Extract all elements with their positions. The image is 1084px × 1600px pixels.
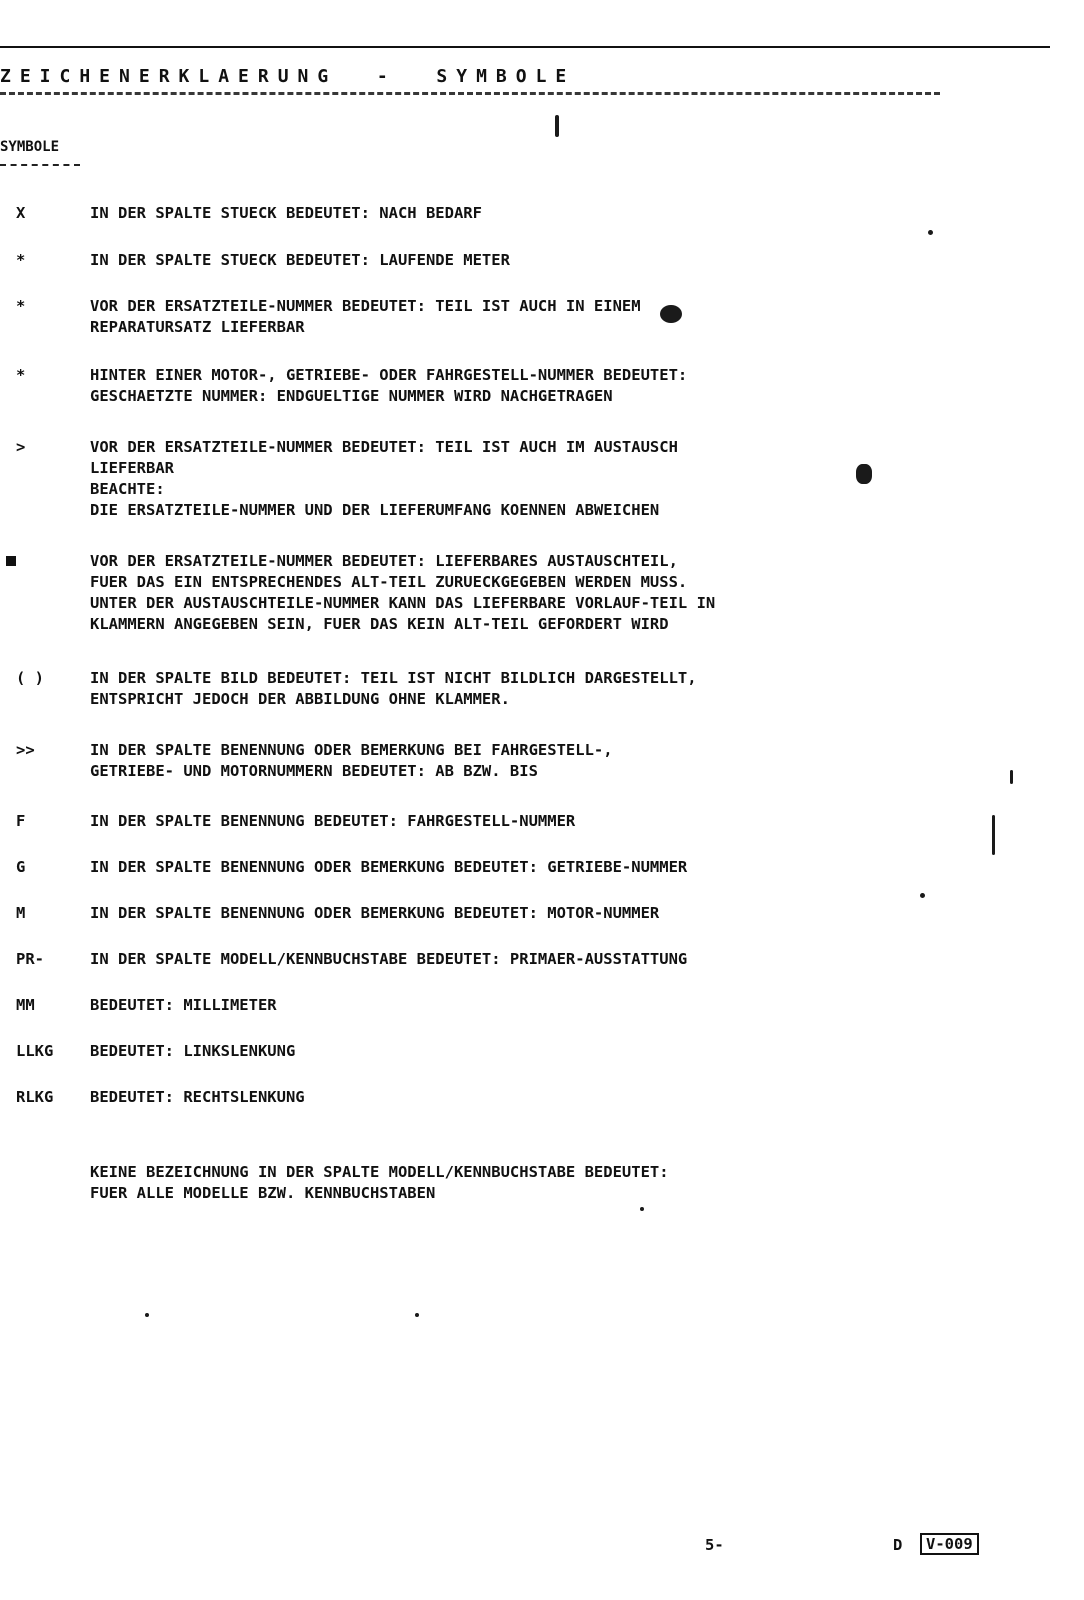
language-code: D: [893, 1536, 903, 1554]
legend-symbol: ( ): [16, 669, 44, 687]
legend-description: BEDEUTET: LINKSLENKUNG: [90, 1042, 296, 1060]
legend-description: IN DER SPALTE BENENNUNG BEDEUTET: FAHRGESTELL-NUMMER: [90, 812, 576, 830]
legend-description: VOR DER ERSATZTEILE-NUMMER BEDEUTET: LIEFERBARES AUSTAUSCHTEIL, FUER DAS EIN ENTSPRECHENDES ALT-TEIL ZURUECKGEGEBEN WERDEN MUSS. UNTER DER AUSTAUSCHTEILE-NUMMER KANN DAS LIEFERBARE VORLAUF-TEIL IN KLAMMERN ANGEGEBEN SEIN, FUER DAS KEIN ALT-TEIL GEFORDERT WIRD: [90, 552, 716, 633]
legend-symbol-square: [0, 551, 80, 572]
top-rule: [0, 46, 1050, 48]
legend-description: VOR DER ERSATZTEILE-NUMMER BEDEUTET: TEIL IST AUCH IN EINEM REPARATURSATZ LIEFERBAR: [90, 297, 641, 336]
scan-speck: [415, 1313, 419, 1317]
legend-description: IN DER SPALTE STUECK BEDEUTET: NACH BEDARF: [90, 204, 482, 222]
page-number: 5-: [705, 1536, 724, 1554]
legend-description: IN DER SPALTE BENENNUNG ODER BEMERKUNG BEDEUTET: GETRIEBE-NUMMER: [90, 858, 688, 876]
scan-speck: [145, 1313, 149, 1317]
scan-speck: [640, 1207, 644, 1211]
legend-description: IN DER SPALTE STUECK BEDEUTET: LAUFENDE METER: [90, 251, 510, 269]
legend-symbol: *: [16, 297, 26, 315]
legend-symbol: LLKG: [16, 1042, 54, 1060]
legend-symbol: MM: [16, 996, 35, 1014]
legend-description: IN DER SPALTE BENENNUNG ODER BEMERKUNG BEDEUTET: MOTOR-NUMMER: [90, 904, 660, 922]
legend-symbol: >>: [16, 741, 35, 759]
legend-symbol: G: [16, 858, 26, 876]
title-underline: [0, 92, 940, 95]
scan-speck: [920, 893, 925, 898]
legend-symbol: M: [16, 904, 26, 922]
legend-description: IN DER SPALTE BILD BEDEUTET: TEIL IST NICHT BILDLICH DARGESTELLT, ENTSPRICHT JEDOCH DER ABBILDUNG OHNE KLAMMER.: [90, 669, 697, 708]
document-code: V-009: [920, 1533, 979, 1555]
legend-symbol: X: [16, 204, 26, 222]
scan-speck: [555, 115, 559, 137]
legend-symbol: RLKG: [16, 1088, 54, 1106]
legend-symbol: PR-: [16, 950, 44, 968]
scan-speck: [856, 464, 872, 484]
legend-description: IN DER SPALTE BENENNUNG ODER BEMERKUNG BEI FAHRGESTELL-, GETRIEBE- UND MOTORNUMMERN BEDEUTET: AB BZW. BIS: [90, 741, 613, 780]
square-bullet-icon: [6, 556, 16, 566]
scan-speck: [928, 230, 933, 235]
section-underline: [0, 164, 80, 166]
legend-symbol: F: [16, 812, 26, 830]
legend-description: HINTER EINER MOTOR-, GETRIEBE- ODER FAHRGESTELL-NUMMER BEDEUTET: GESCHAETZTE NUMMER: ENDGUELTIGE NUMMER WIRD NACHGETRAGEN: [90, 366, 688, 405]
legend-description: BEDEUTET: RECHTSLENKUNG: [90, 1088, 305, 1106]
scan-speck: [660, 305, 682, 323]
legend-description: BEDEUTET: MILLIMETER: [90, 996, 277, 1014]
section-heading: SYMBOLE: [0, 139, 60, 155]
scan-speck: [1010, 770, 1013, 784]
legend-description: IN DER SPALTE MODELL/KENNBUCHSTABE BEDEUTET: PRIMAER-AUSSTATTUNG: [90, 950, 688, 968]
closing-note-text: KEINE BEZEICHNUNG IN DER SPALTE MODELL/KENNBUCHSTABE BEDEUTET: FUER ALLE MODELLE BZW. KENNBUCHSTABEN: [90, 1163, 669, 1202]
legend-symbol: *: [16, 366, 26, 384]
legend-description: VOR DER ERSATZTEILE-NUMMER BEDEUTET: TEIL IST AUCH IM AUSTAUSCH LIEFERBAR BEACHTE: DIE ERSATZTEILE-NUMMER UND DER LIEFERUMFANG KOENNEN ABWEICHEN: [90, 438, 678, 519]
legend-symbol: *: [16, 251, 26, 269]
page-title: ZEICHENERKLAERUNG - SYMBOLE: [0, 66, 576, 87]
scan-speck: [992, 815, 995, 855]
legend-symbol: >: [16, 438, 26, 456]
